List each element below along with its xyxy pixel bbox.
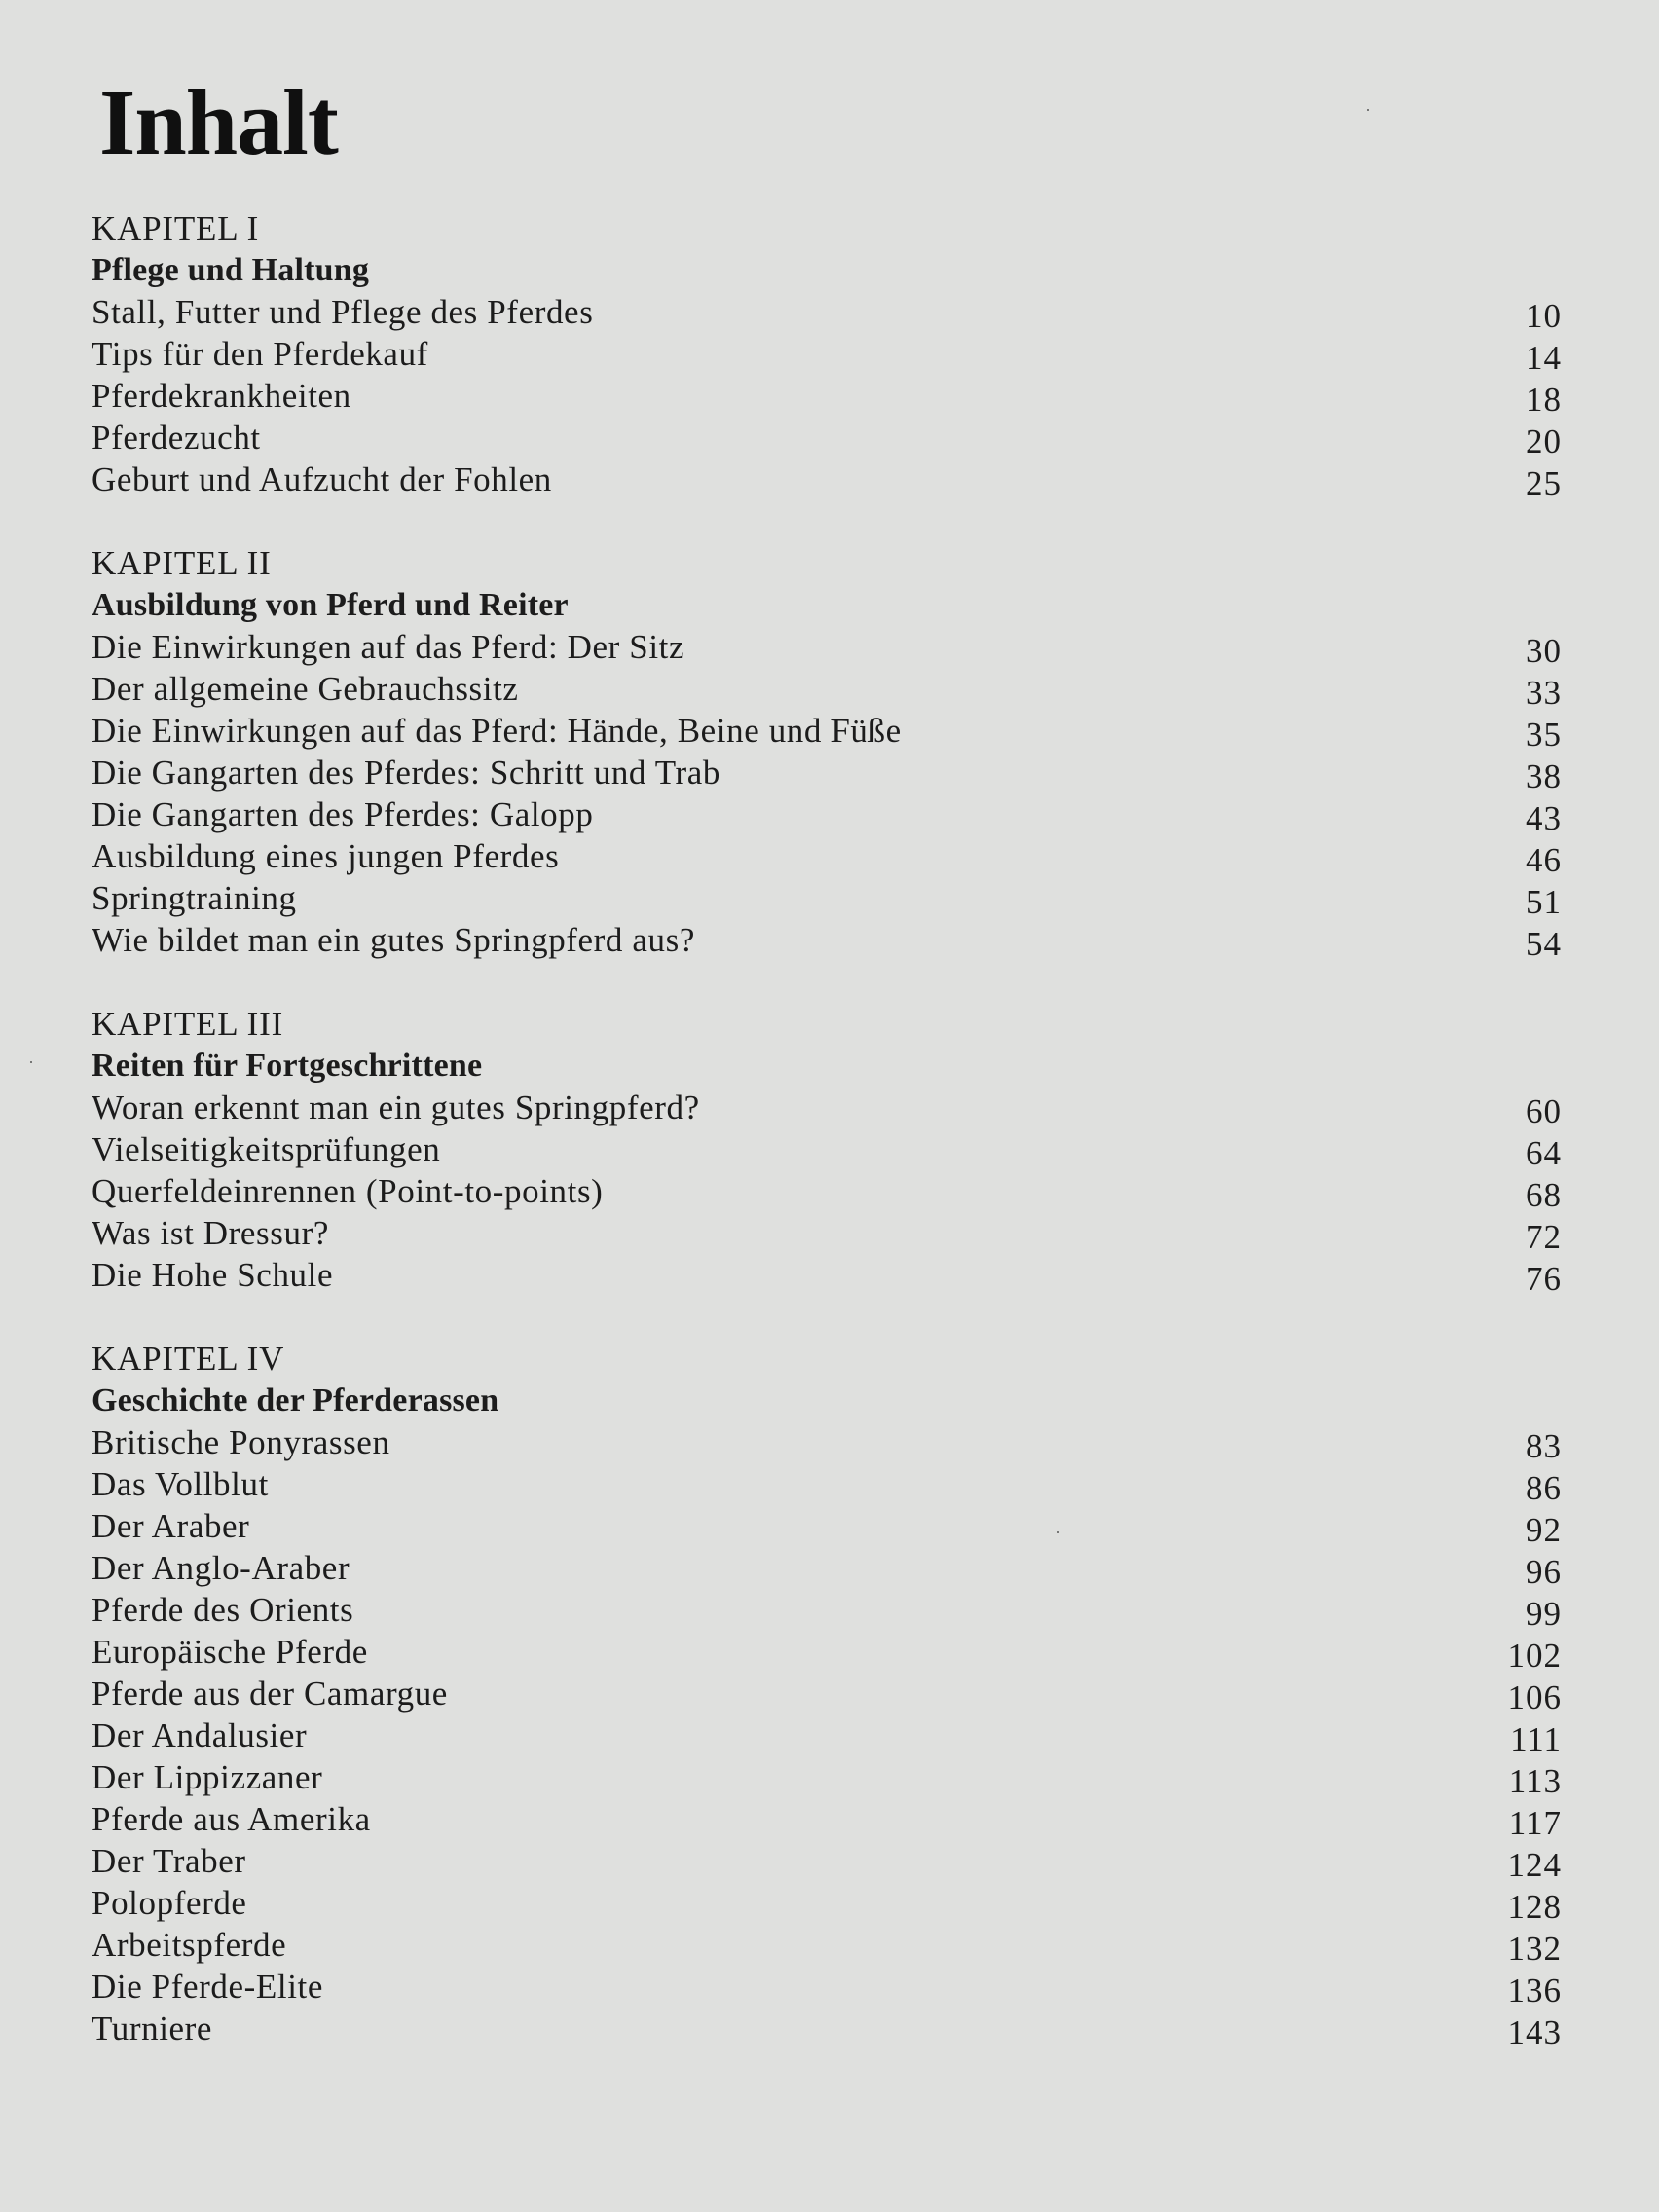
chapter-label: KAPITEL II <box>92 544 272 582</box>
chapter-section-1 <box>92 207 1562 500</box>
chapter-entries <box>92 1087 1562 1296</box>
toc-entry <box>92 1547 1562 1589</box>
toc-entry <box>92 291 1562 333</box>
chapter-section-2 <box>92 542 1562 961</box>
toc-entry-page-number: 117 <box>1508 1804 1562 1842</box>
toc-entry <box>92 1798 1562 1840</box>
chapter-label: KAPITEL IV <box>92 1340 285 1378</box>
toc-entry-page-number: 76 <box>1526 1260 1562 1298</box>
toc-entry-page-number: 136 <box>1507 1972 1562 2009</box>
toc-entry-title: Das Vollblut <box>92 1465 269 1503</box>
toc-entry <box>92 1087 1562 1128</box>
toc-entry-page-number: 68 <box>1526 1176 1562 1214</box>
table-of-contents <box>92 207 1562 2049</box>
toc-entry-page-number: 92 <box>1526 1511 1562 1549</box>
toc-entry-page-number: 99 <box>1526 1595 1562 1633</box>
toc-entry <box>92 459 1562 500</box>
toc-entry <box>92 417 1562 459</box>
toc-entry-title: Pferde des Orients <box>92 1591 354 1629</box>
toc-entry <box>92 710 1562 752</box>
toc-entry <box>92 1673 1562 1714</box>
toc-entry-title: Springtraining <box>92 879 297 917</box>
toc-entry <box>92 1840 1562 1882</box>
toc-entry <box>92 1714 1562 1756</box>
toc-entry <box>92 1128 1562 1170</box>
toc-entry-page-number: 128 <box>1507 1888 1562 1926</box>
toc-entry-page-number: 35 <box>1526 716 1562 754</box>
toc-entry-title: Der Lippizzaner <box>92 1758 323 1796</box>
toc-entry-title: Stall, Futter und Pflege des Pferdes <box>92 293 594 331</box>
toc-entry-title: Pferde aus Amerika <box>92 1800 371 1838</box>
toc-entry-page-number: 25 <box>1526 464 1562 502</box>
toc-entry <box>92 2008 1562 2049</box>
toc-entry-page-number: 143 <box>1507 2013 1562 2051</box>
toc-entry-title: Die Gangarten des Pferdes: Schritt und Trab <box>92 754 720 792</box>
toc-entry-title: Was ist Dressur? <box>92 1214 329 1252</box>
toc-entry-title: Woran erkennt man ein gutes Springpferd? <box>92 1088 700 1126</box>
toc-entry-title: Geburt und Aufzucht der Fohlen <box>92 461 552 498</box>
chapter-section-4 <box>92 1338 1562 2049</box>
toc-entry-page-number: 18 <box>1526 381 1562 419</box>
toc-entry-title: Die Einwirkungen auf das Pferd: Der Sitz <box>92 628 685 666</box>
toc-entry-page-number: 83 <box>1526 1427 1562 1465</box>
toc-entry-title: Arbeitspferde <box>92 1926 287 1964</box>
toc-entry-page-number: 46 <box>1526 841 1562 879</box>
toc-entry <box>92 752 1562 793</box>
toc-entry-page-number: 33 <box>1526 674 1562 712</box>
toc-entry-title: Vielseitigkeitsprüfungen <box>92 1130 441 1168</box>
toc-entry <box>92 1966 1562 2008</box>
toc-entry-title: Wie bildet man ein gutes Springpferd aus? <box>92 921 695 959</box>
chapter-heading: Geschichte der Pferderassen <box>92 1382 499 1419</box>
toc-entry <box>92 835 1562 877</box>
toc-entry-title: Die Einwirkungen auf das Pferd: Hände, Beine und Füße <box>92 712 902 750</box>
chapter-entries <box>92 626 1562 961</box>
toc-entry <box>92 1882 1562 1924</box>
toc-entry-page-number: 14 <box>1526 339 1562 377</box>
toc-entry-page-number: 113 <box>1508 1762 1562 1800</box>
toc-entry-title: Britische Ponyrassen <box>92 1423 390 1461</box>
toc-entry-page-number: 20 <box>1526 423 1562 461</box>
chapter-label: KAPITEL I <box>92 209 260 247</box>
toc-entry <box>92 333 1562 375</box>
toc-entry <box>92 1505 1562 1547</box>
chapter-heading: Pflege und Haltung <box>92 252 370 288</box>
toc-entry <box>92 1463 1562 1505</box>
toc-entry-page-number: 54 <box>1526 925 1562 963</box>
toc-entry <box>92 877 1562 919</box>
toc-entry-title: Der Araber <box>92 1507 250 1545</box>
toc-entry-title: Pferde aus der Camargue <box>92 1675 448 1713</box>
toc-entry-title: Der allgemeine Gebrauchssitz <box>92 670 519 708</box>
toc-entry-title: Die Hohe Schule <box>92 1256 334 1294</box>
toc-entry-title: Der Anglo-Araber <box>92 1549 350 1587</box>
toc-entry-title: Pferdekrankheiten <box>92 377 351 415</box>
toc-entry <box>92 1631 1562 1673</box>
toc-entry <box>92 1421 1562 1463</box>
toc-entry <box>92 668 1562 710</box>
toc-entry-title: Turniere <box>92 2009 213 2047</box>
paper-speck <box>30 1061 32 1063</box>
toc-entry <box>92 626 1562 668</box>
toc-entry-title: Tips für den Pferdekauf <box>92 335 428 373</box>
toc-entry-page-number: 111 <box>1510 1720 1562 1758</box>
toc-entry-page-number: 132 <box>1507 1930 1562 1968</box>
chapter-section-3 <box>92 1003 1562 1296</box>
toc-entry-page-number: 10 <box>1526 297 1562 335</box>
toc-entry-title: Polopferde <box>92 1884 247 1922</box>
toc-entry <box>92 375 1562 417</box>
toc-entry-page-number: 102 <box>1507 1637 1562 1675</box>
toc-entry <box>92 1170 1562 1212</box>
chapter-entries <box>92 291 1562 500</box>
toc-entry-page-number: 96 <box>1526 1553 1562 1591</box>
paper-speck <box>1367 109 1369 111</box>
toc-entry-page-number: 86 <box>1526 1469 1562 1507</box>
toc-entry-page-number: 51 <box>1526 883 1562 921</box>
toc-entry-page-number: 72 <box>1526 1218 1562 1256</box>
toc-entry-page-number: 43 <box>1526 799 1562 837</box>
toc-entry <box>92 1756 1562 1798</box>
toc-entry-page-number: 38 <box>1526 757 1562 795</box>
toc-entry <box>92 1254 1562 1296</box>
toc-entry-title: Europäische Pferde <box>92 1633 368 1671</box>
toc-entry <box>92 919 1562 961</box>
toc-entry-title: Pferdezucht <box>92 419 261 457</box>
toc-entry-title: Ausbildung eines jungen Pferdes <box>92 837 560 875</box>
page-title: Inhalt <box>99 70 338 174</box>
toc-entry-title: Der Andalusier <box>92 1716 308 1754</box>
chapter-entries <box>92 1421 1562 2049</box>
toc-entry <box>92 1212 1562 1254</box>
chapter-heading: Reiten für Fortgeschrittene <box>92 1048 483 1084</box>
toc-entry-page-number: 124 <box>1507 1846 1562 1884</box>
toc-entry-title: Querfeldeinrennen (Point-to-points) <box>92 1172 604 1210</box>
toc-entry-title: Die Pferde-Elite <box>92 1968 323 2006</box>
toc-entry-title: Der Traber <box>92 1842 246 1880</box>
toc-entry <box>92 1589 1562 1631</box>
toc-entry-title: Die Gangarten des Pferdes: Galopp <box>92 795 594 833</box>
chapter-label: KAPITEL III <box>92 1005 284 1043</box>
paper-speck <box>1057 1531 1059 1533</box>
toc-entry-page-number: 106 <box>1507 1678 1562 1716</box>
toc-entry <box>92 793 1562 835</box>
toc-entry-page-number: 64 <box>1526 1134 1562 1172</box>
toc-entry <box>92 1924 1562 1966</box>
toc-entry-page-number: 30 <box>1526 632 1562 670</box>
toc-entry-page-number: 60 <box>1526 1092 1562 1130</box>
chapter-heading: Ausbildung von Pferd und Reiter <box>92 587 569 623</box>
